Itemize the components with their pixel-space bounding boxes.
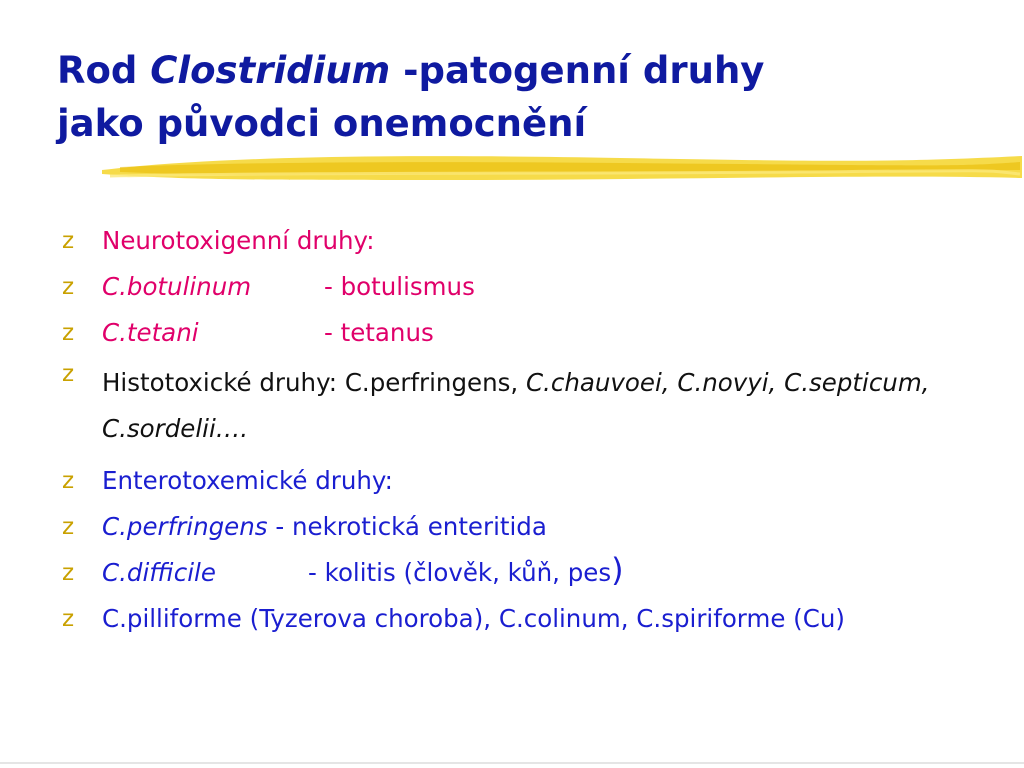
species-name: C.difficile (102, 558, 216, 587)
bullet-icon: z (62, 606, 75, 632)
disease-name: - botulismus (324, 272, 475, 301)
bullet-icon: z (62, 560, 75, 586)
bullet-icon: z (62, 274, 75, 300)
bullet-icon: z (62, 361, 75, 387)
item-text: C.pilliforme (Tyzerova choroba), C.colinum, C.spiriforme (Cu) (102, 604, 845, 633)
species-name: C.perfringens (102, 512, 268, 541)
list-item (62, 458, 992, 504)
bullet-icon: z (62, 320, 75, 346)
list-item (62, 504, 992, 550)
title-line2: jako původci onemocnění (57, 102, 587, 145)
item-text: Enterotoxemické druhy: (102, 466, 393, 495)
bullet-icon: z (62, 514, 75, 540)
bullet-icon: z (62, 468, 75, 494)
species-name: C.botulinum (102, 272, 252, 301)
title-genus: Clostridium (150, 49, 391, 92)
species-list: C.chauvoei, C.novyi, C.septicum, C.sordelii…. (102, 368, 930, 443)
list-item (62, 550, 992, 596)
disease-name: - kolitis (člověk, kůň, pes (308, 558, 612, 587)
closing-paren: ) (611, 551, 624, 589)
disease-name: - nekrotická enteritida (267, 512, 547, 541)
list-item (62, 356, 992, 458)
disease-name: - tetanus (324, 318, 434, 347)
list-item (62, 218, 992, 264)
title-part2: -patogenní druhy (390, 49, 765, 92)
title-part1: Rod (57, 49, 151, 92)
bottom-divider (0, 762, 1024, 764)
list-item (62, 596, 992, 642)
bullet-list (62, 218, 992, 642)
list-item (62, 310, 992, 356)
highlighter-underline (100, 150, 1024, 186)
item-text: Neurotoxigenní druhy: (102, 226, 375, 255)
list-item (62, 264, 992, 310)
item-lead: Histotoxické druhy: C.perfringens, (102, 368, 526, 397)
slide-title (57, 44, 957, 150)
species-name: C.tetani (102, 318, 199, 347)
bullet-icon: z (62, 228, 75, 254)
